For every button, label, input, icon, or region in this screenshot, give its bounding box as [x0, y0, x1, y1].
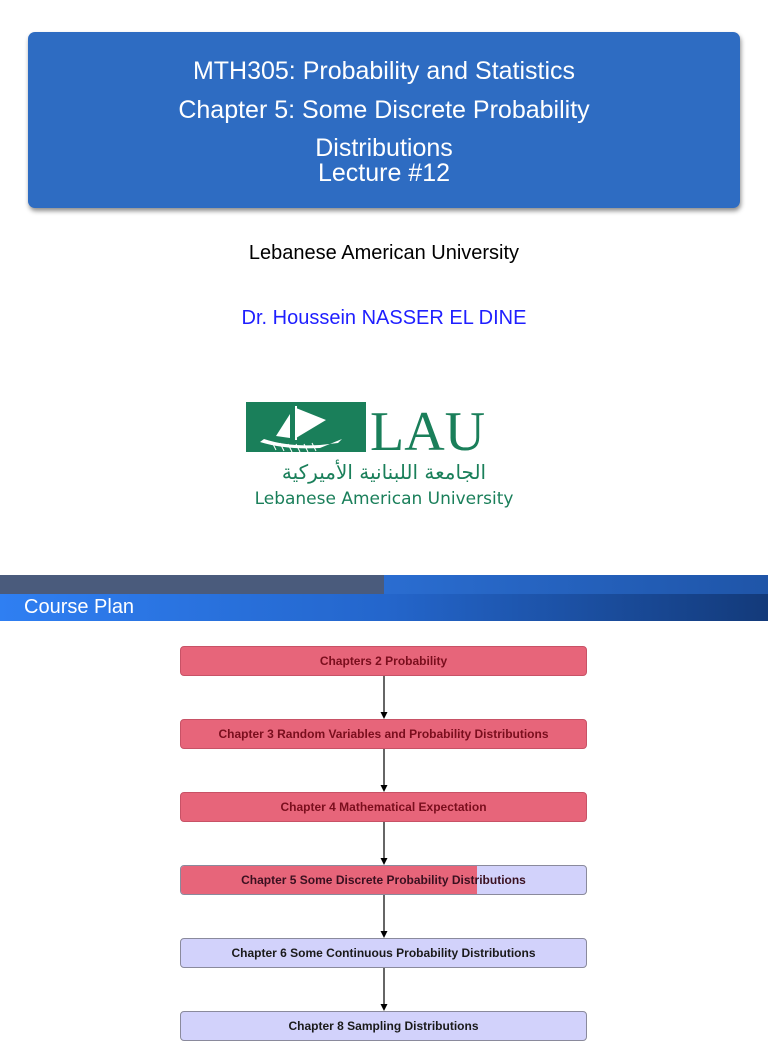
flow-node-label: Chapter 6 Some Continuous Probability Distributions [231, 946, 536, 960]
chapter-title: Chapter 5: Some Discrete Probability [178, 96, 590, 124]
title-box [28, 32, 740, 208]
flow-node-label: Chapter 8 Sampling Distributions [288, 1019, 479, 1033]
header-strip-right [384, 575, 768, 594]
course-plan-flowchart [0, 622, 768, 1033]
flow-arrow-head-icon [381, 785, 388, 792]
header-strip-left [0, 575, 384, 594]
flow-node-label: Chapters 2 Probability [319, 654, 448, 668]
frame-title: Course Plan [24, 596, 135, 618]
flow-node-label: Chapter 4 Mathematical Expectation [280, 800, 487, 814]
flow-node [180, 1011, 587, 1041]
flow-arrow-head-icon [381, 1004, 388, 1011]
lecture-number: Lecture #12 [317, 159, 451, 187]
flow-node [180, 646, 587, 676]
institute-name: Lebanese American University [248, 242, 520, 264]
author-name: Dr. Houssein NASSER EL DINE [241, 307, 527, 329]
lau-logo [246, 398, 522, 510]
flow-node-label: Chapter 5 Some Discrete Probability Distributions [241, 873, 526, 887]
flow-arrow-head-icon [381, 858, 388, 865]
flow-node [180, 865, 587, 895]
course-title: MTH305: Probability and Statistics [192, 57, 576, 85]
chapter-title-cont: Distributions [315, 134, 453, 162]
arabic-name: الجامعة اللبنانية الأميركية [281, 460, 487, 484]
flow-arrow-head-icon [381, 931, 388, 938]
lau-wordmark: LAU [370, 401, 486, 463]
flow-arrow-head-icon [381, 712, 388, 719]
flow-node [180, 719, 587, 749]
flow-node [180, 938, 587, 968]
flow-node [180, 792, 587, 822]
frame-title-bar [0, 594, 768, 621]
english-name: Lebanese American University [254, 489, 514, 509]
flow-node-label: Chapter 3 Random Variables and Probability Distributions [218, 727, 549, 741]
ship-emblem-icon [246, 398, 522, 510]
